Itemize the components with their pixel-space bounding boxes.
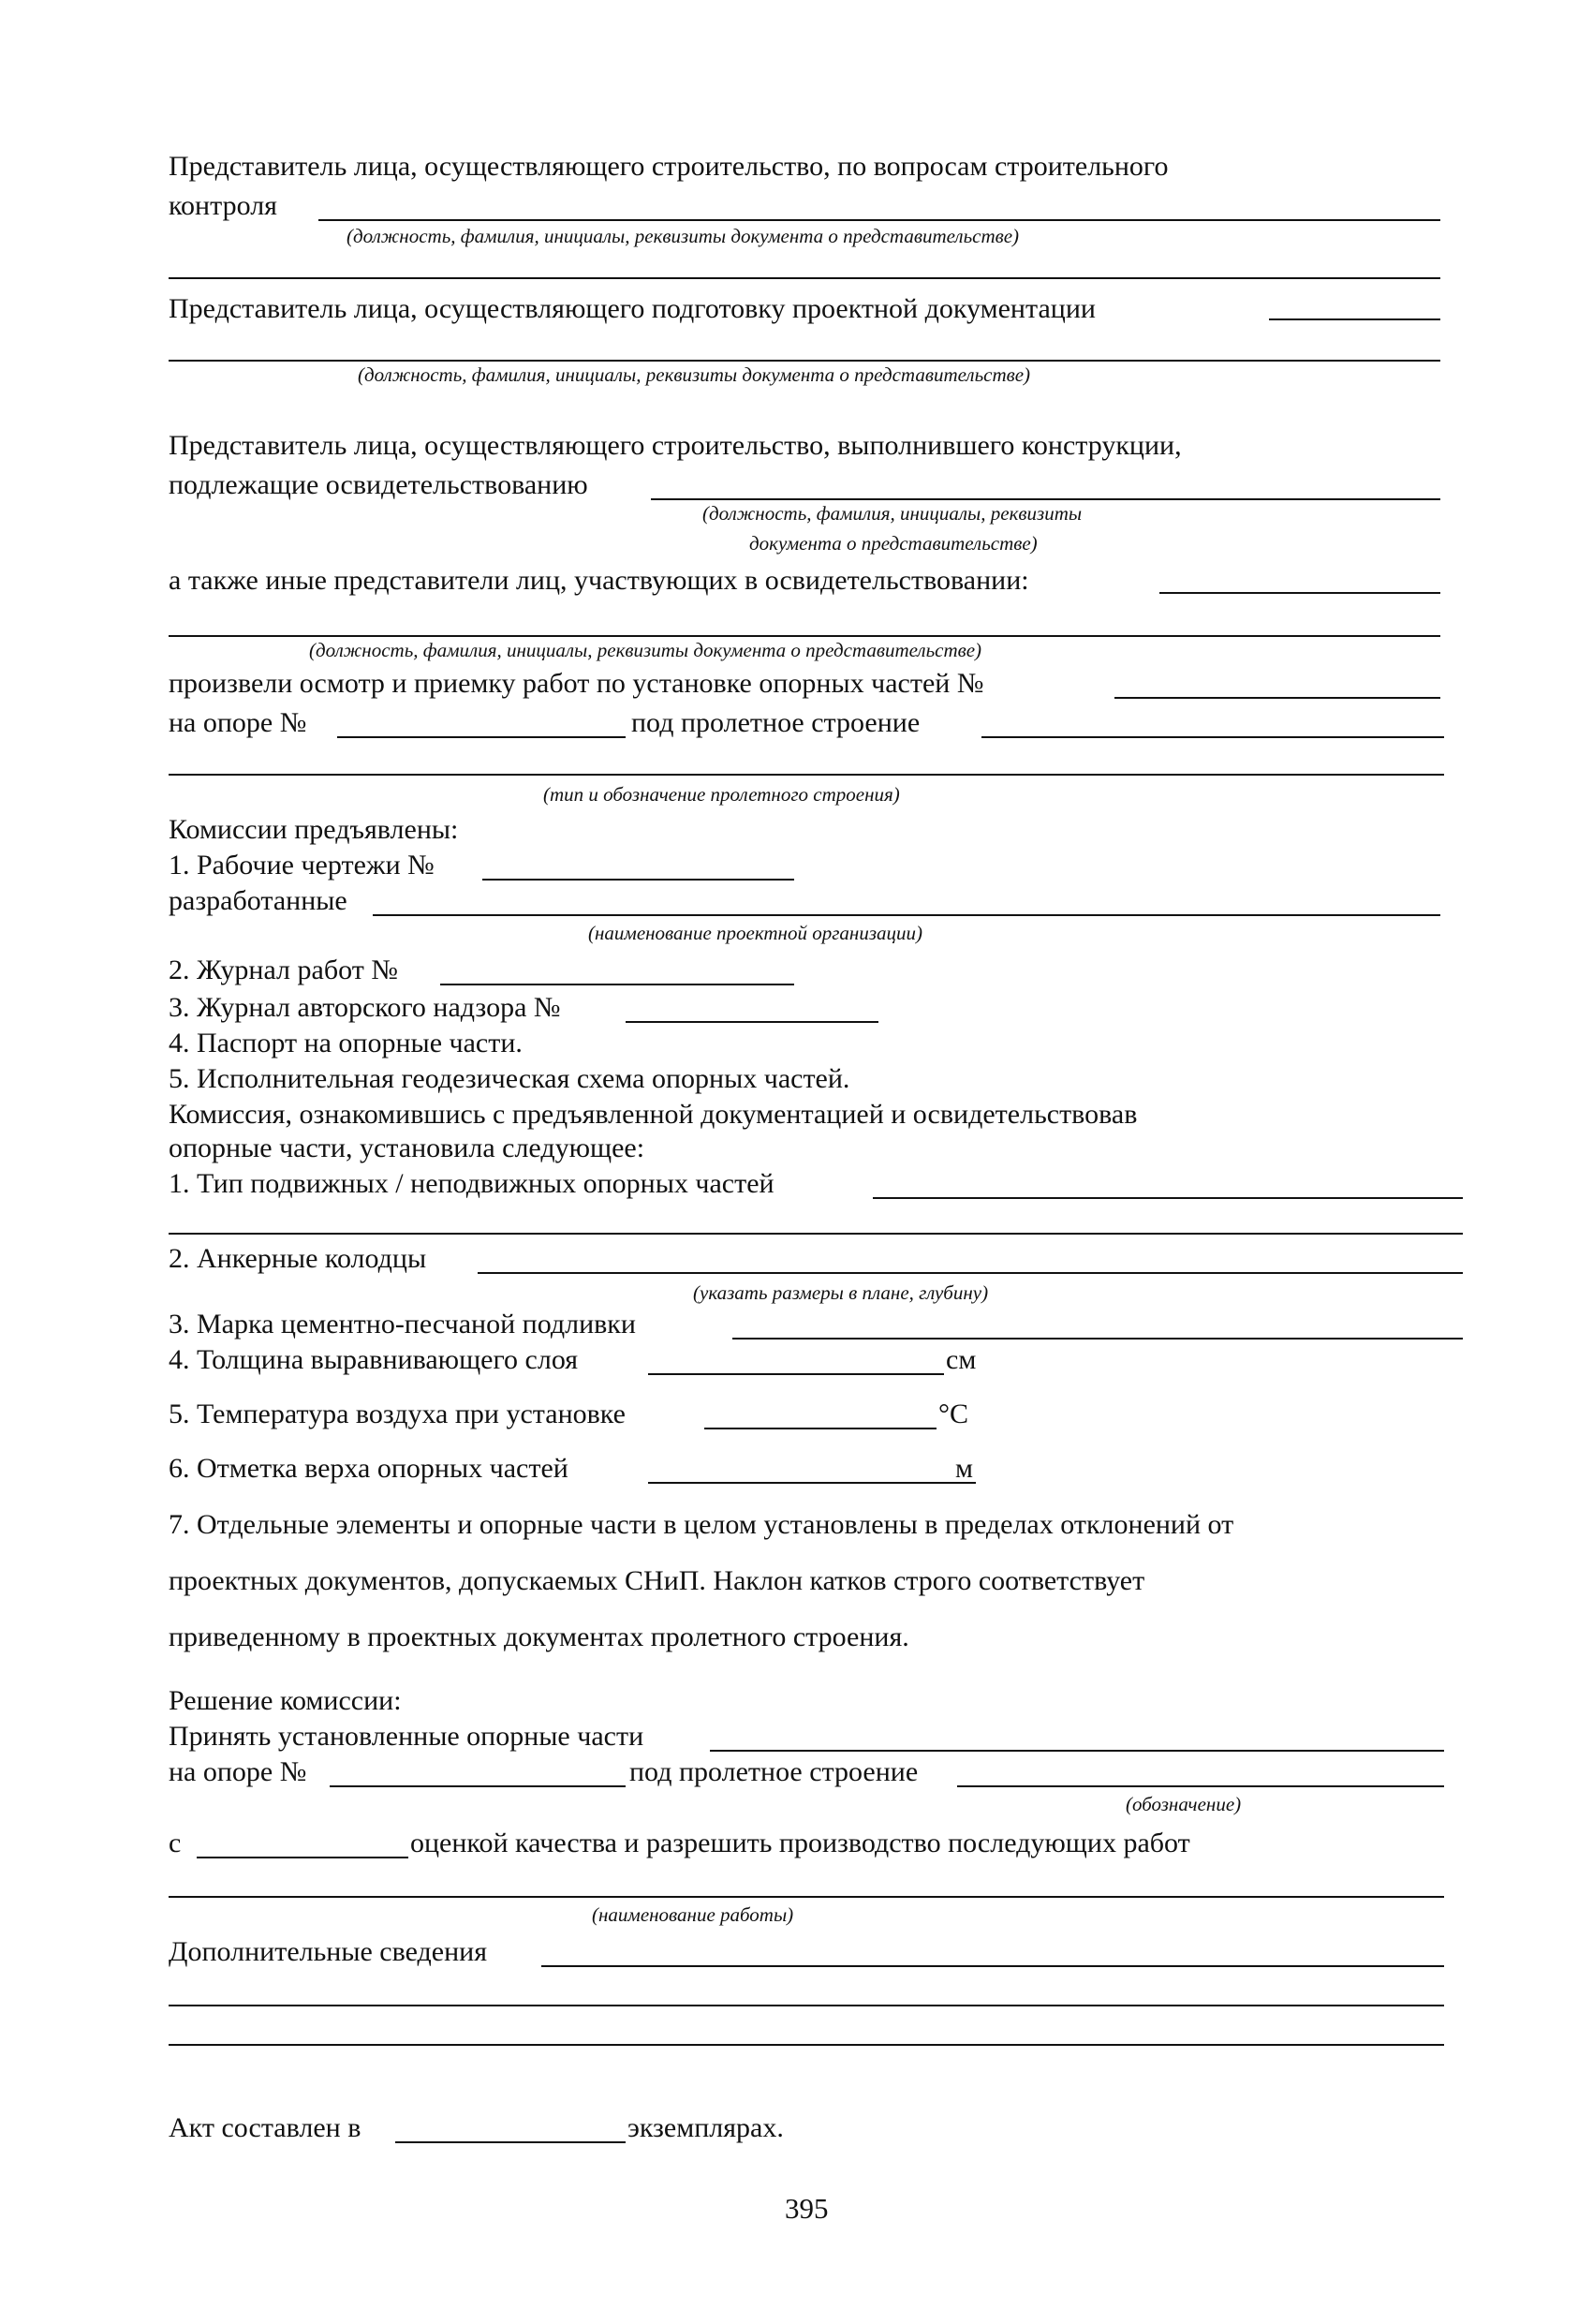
text-passport: 4. Паспорт на опорные части. [169, 1028, 523, 1058]
field-additional-info[interactable] [541, 1965, 1444, 1967]
text-other-reps: а также иные представители лиц, участвующих в освидетельствовании: [169, 565, 1029, 596]
field-other-reps-cont[interactable] [169, 635, 1440, 637]
hint-span-type: (тип и обозначение пролетного строения) [543, 783, 900, 806]
text-design-rep: Представитель лица, осуществляющего подготовку проектной документации [169, 293, 1096, 324]
text-inspection: произвели осмотр и приемку работ по установке опорных частей № [169, 668, 984, 699]
text-subject-to-inspection: подлежащие освидетельствованию [169, 469, 588, 500]
field-control-rep-cont[interactable] [169, 277, 1440, 279]
field-next-work[interactable] [169, 1896, 1444, 1898]
hint-representative-3: (должность, фамилия, инициалы, реквизиты документа о представительстве) [309, 639, 982, 661]
text-control: контроля [169, 190, 277, 221]
field-grout-grade[interactable] [732, 1338, 1463, 1340]
text-under-span: под пролетное строение [631, 707, 921, 738]
field-span-structure-2[interactable] [957, 1785, 1444, 1787]
field-contractor-rep[interactable] [651, 498, 1440, 500]
text-construction-rep: Представитель лица, осуществляющего строительство, по вопросам строительного [169, 151, 1169, 182]
unit-cm: см [946, 1344, 977, 1375]
field-additional-info-3[interactable] [169, 2044, 1444, 2046]
text-additional-info: Дополнительные сведения [169, 1936, 488, 1967]
text-top-elevation: 6. Отметка верха опорных частей [169, 1453, 568, 1484]
hint-work-name: (наименование работы) [592, 1903, 794, 1926]
hint-representative-a: (должность, фамилия, инициалы, реквизиты [702, 502, 1083, 525]
field-bearing-type-cont[interactable] [169, 1233, 1463, 1235]
hint-anchor-wells: (указать размеры в плане, глубину) [693, 1281, 989, 1304]
text-submitted: Комиссии предъявлены: [169, 814, 459, 845]
field-design-rep[interactable] [1269, 318, 1440, 320]
text-working-drawings: 1. Рабочие чертежи № [169, 850, 435, 881]
text-bearing-type: 1. Тип подвижных / неподвижных опорных частей [169, 1168, 774, 1199]
field-control-rep[interactable] [318, 219, 1440, 221]
field-bearings-number[interactable] [1114, 697, 1440, 699]
field-bearing-type[interactable] [873, 1197, 1463, 1199]
field-other-reps[interactable] [1159, 592, 1440, 594]
text-with: с [169, 1828, 182, 1858]
field-design-org[interactable] [373, 914, 1440, 916]
field-support-number[interactable] [337, 736, 626, 738]
field-leveling-layer[interactable] [648, 1373, 944, 1375]
field-anchor-wells[interactable] [478, 1272, 1463, 1274]
field-drawings-number[interactable] [482, 879, 794, 881]
field-supervision-log[interactable] [626, 1021, 878, 1023]
text-work-log: 2. Журнал работ № [169, 955, 398, 985]
hint-representative-2: (должность, фамилия, инициалы, реквизиты документа о представительстве) [358, 363, 1031, 386]
field-span-structure[interactable] [981, 736, 1444, 738]
text-accept-bearings: Принять установленные опорные части [169, 1721, 644, 1752]
hint-design-org: (наименование проектной организации) [588, 922, 923, 944]
field-top-elevation[interactable] [648, 1482, 976, 1484]
hint-representative-b: документа о представительстве) [749, 532, 1038, 555]
field-design-rep-cont[interactable] [169, 360, 1440, 362]
text-conformity-3: приведенному в проектных документах пролетного строения. [169, 1621, 909, 1652]
text-conformity-2: проектных документов, допускаемых СНиП. Наклон катков строго соответствует [169, 1565, 1145, 1596]
text-commission-review: Комиссия, ознакомившись с предъявленной документацией и освидетельствовав [169, 1099, 1138, 1130]
text-air-temperature: 5. Температура воздуха при установке [169, 1399, 626, 1429]
hint-designation: (обозначение) [1126, 1793, 1242, 1815]
text-contractor-rep: Представитель лица, осуществляющего строительство, выполнившего конструкции, [169, 430, 1182, 461]
text-act-copies: Акт составлен в [169, 2112, 361, 2143]
field-work-log[interactable] [440, 984, 794, 985]
text-grout-grade: 3. Марка цементно-песчаной подливки [169, 1309, 636, 1340]
text-on-support-2: на опоре № [169, 1756, 307, 1787]
text-supervision-log: 3. Журнал авторского надзора № [169, 992, 561, 1023]
text-established: опорные части, установила следующее: [169, 1132, 645, 1163]
text-under-span-2: под пролетное строение [629, 1756, 919, 1787]
page-number: 395 [785, 2192, 829, 2225]
field-accept-bearings[interactable] [710, 1750, 1444, 1752]
text-anchor-wells: 2. Анкерные колодцы [169, 1243, 427, 1274]
text-decision: Решение комиссии: [169, 1685, 402, 1716]
hint-representative: (должность, фамилия, инициалы, реквизиты документа о представительстве) [347, 225, 1020, 247]
field-copies-count[interactable] [395, 2141, 626, 2143]
text-on-support: на опоре № [169, 707, 307, 738]
unit-celsius: °C [938, 1399, 969, 1429]
text-copies: экземплярах. [627, 2112, 784, 2143]
field-span-type[interactable] [169, 774, 1444, 776]
text-developed: разработанные [169, 885, 347, 916]
field-air-temperature[interactable] [704, 1428, 937, 1429]
text-quality-permit: оценкой качества и разрешить производство последующих работ [410, 1828, 1190, 1858]
field-support-number-2[interactable] [330, 1785, 626, 1787]
text-leveling-layer: 4. Толщина выравнивающего слоя [169, 1344, 579, 1375]
unit-meter: м [955, 1453, 973, 1484]
text-geodetic-scheme: 5. Исполнительная геодезическая схема опорных частей. [169, 1063, 850, 1094]
text-conformity-1: 7. Отдельные элементы и опорные части в целом установлены в пределах отклонений от [169, 1509, 1234, 1540]
field-additional-info-2[interactable] [169, 2005, 1444, 2006]
field-quality-grade[interactable] [197, 1857, 408, 1858]
